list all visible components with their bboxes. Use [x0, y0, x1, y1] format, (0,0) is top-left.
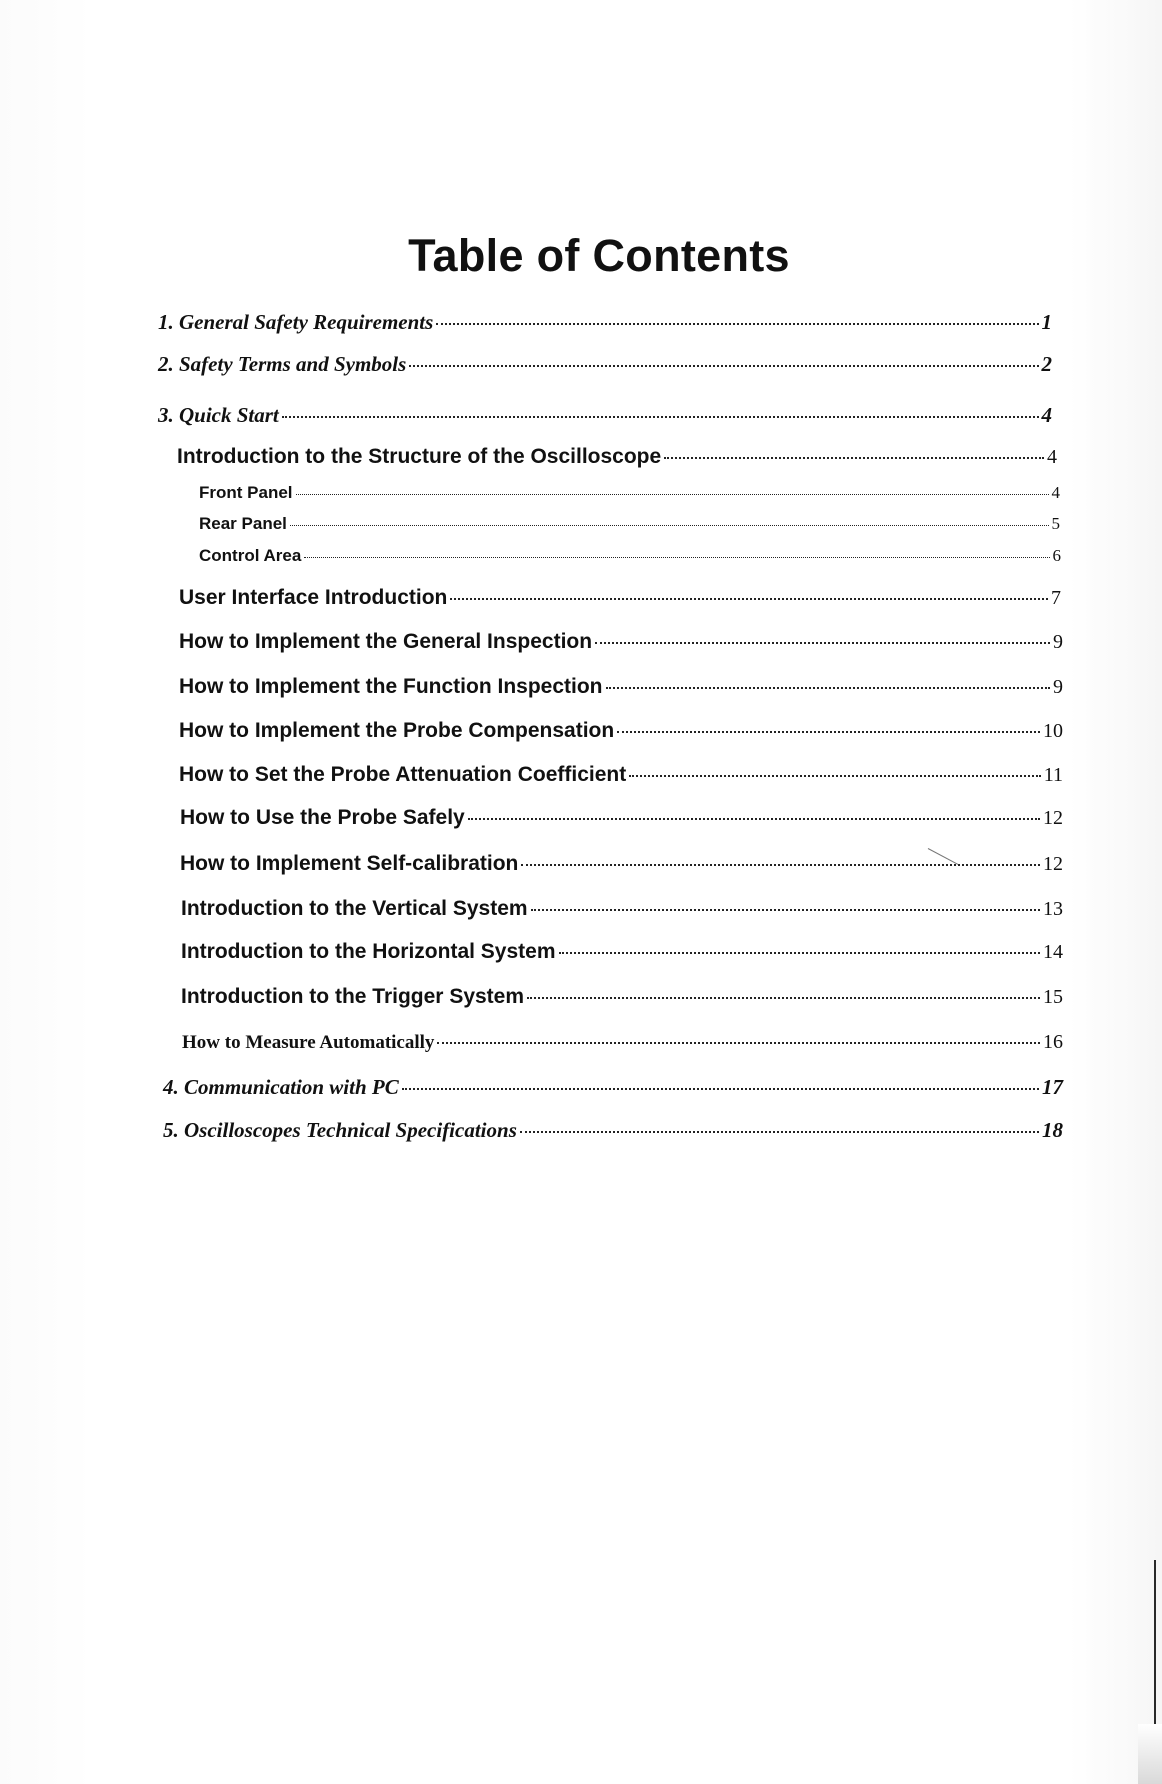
toc-entry-label: Front Panel: [199, 483, 293, 502]
dot-leader: [436, 323, 1038, 325]
page-corner-shadow: [1138, 1724, 1162, 1784]
toc-entry-communication-pc[interactable]: [163, 1075, 1063, 1100]
toc-entry-page: 15: [1043, 986, 1063, 1008]
toc-entry-label: 2. Safety Terms and Symbols: [158, 352, 407, 376]
toc-entry-function-inspection[interactable]: [179, 675, 1063, 699]
toc-entry-page: 1: [1041, 310, 1052, 334]
toc-entry-page: 10: [1043, 720, 1063, 742]
toc-entry-label: Introduction to the Trigger System: [181, 985, 525, 1008]
toc-entry-technical-specifications[interactable]: [163, 1118, 1063, 1143]
toc-entry-label: Introduction to the Horizontal System: [181, 940, 556, 963]
toc-entry-label: How to Implement the Function Inspection: [179, 675, 603, 698]
toc-entry-general-safety[interactable]: [158, 310, 1052, 335]
toc-entry-rear-panel[interactable]: [199, 514, 1060, 534]
toc-entry-page: 7: [1051, 587, 1061, 609]
toc-entry-page: 2: [1041, 352, 1052, 376]
toc-entry-label: Rear Panel: [199, 514, 287, 533]
toc-entry-page: 12: [1043, 807, 1063, 829]
toc-entry-label: 4. Communication with PC: [163, 1075, 399, 1099]
toc-entry-general-inspection[interactable]: [179, 630, 1063, 654]
dot-leader: [531, 909, 1040, 911]
page-title: Table of Contents: [408, 230, 790, 281]
dot-leader: [296, 494, 1049, 495]
toc-entry-label: Introduction to the Vertical System: [181, 897, 528, 920]
dot-leader: [595, 642, 1050, 644]
dot-leader: [664, 457, 1044, 459]
toc-entry-page: 4: [1041, 403, 1052, 427]
toc-entry-page: 4: [1051, 483, 1060, 502]
toc-entry-label: 5. Oscilloscopes Technical Specifications: [163, 1118, 517, 1142]
toc-entry-label: Introduction to the Structure of the Oscilloscope: [177, 445, 662, 468]
toc-entry-label: How to Set the Probe Attenuation Coefficient: [179, 763, 627, 786]
toc-entry-page: 11: [1043, 764, 1063, 786]
toc-entry-probe-attenuation[interactable]: [179, 763, 1063, 787]
toc-entry-page: 14: [1043, 941, 1063, 963]
toc-entry-safety-terms[interactable]: [158, 352, 1052, 377]
dot-leader: [520, 1131, 1039, 1133]
toc-entry-page: 18: [1042, 1118, 1063, 1142]
toc-entry-page: 5: [1051, 514, 1060, 533]
dot-leader: [468, 818, 1040, 820]
toc-entry-vertical-system[interactable]: [181, 897, 1063, 921]
toc-entry-label: 1. General Safety Requirements: [158, 310, 434, 334]
dot-leader: [527, 997, 1040, 999]
toc-entry-label: How to Implement Self-calibration: [180, 852, 519, 875]
dot-leader: [409, 365, 1038, 367]
toc-entry-quick-start[interactable]: [158, 403, 1052, 428]
toc-entry-control-area[interactable]: [199, 546, 1061, 566]
dot-leader: [559, 952, 1040, 954]
toc-entry-self-calibration[interactable]: [180, 852, 1063, 876]
toc-entry-probe-safely[interactable]: [180, 806, 1063, 830]
toc-entry-page: 12: [1043, 853, 1063, 875]
toc-entry-page: 17: [1042, 1075, 1063, 1099]
toc-entry-page: 16: [1043, 1031, 1063, 1053]
dot-leader: [290, 525, 1049, 526]
dot-leader: [450, 598, 1048, 600]
toc-entry-page: 9: [1053, 676, 1063, 698]
toc-entry-label: How to Measure Automatically: [182, 1032, 435, 1053]
toc-entry-page: 6: [1052, 546, 1061, 565]
toc-entry-page: 13: [1043, 898, 1063, 920]
toc-entry-label: How to Use the Probe Safely: [180, 806, 465, 829]
toc-entry-label: User Interface Introduction: [179, 586, 448, 609]
dot-leader: [521, 864, 1040, 866]
toc-entry-structure[interactable]: [177, 445, 1057, 469]
toc-entry-label: How to Implement the Probe Compensation: [179, 719, 615, 742]
toc-entry-page: 9: [1053, 631, 1063, 653]
dot-leader: [402, 1088, 1039, 1090]
dot-leader: [629, 775, 1041, 777]
dot-leader: [304, 557, 1049, 558]
toc-entry-trigger-system[interactable]: [181, 985, 1063, 1009]
toc-entry-label: Control Area: [199, 546, 302, 565]
toc-entry-front-panel[interactable]: [199, 483, 1060, 503]
toc-entry-measure-automatically[interactable]: [182, 1031, 1063, 1054]
toc-entry-label: How to Implement the General Inspection: [179, 630, 593, 653]
toc-entry-label: 3. Quick Start: [158, 403, 279, 427]
toc-entry-page: 4: [1047, 446, 1057, 468]
dot-leader: [606, 687, 1051, 689]
toc-entry-horizontal-system[interactable]: [181, 940, 1063, 964]
dot-leader: [437, 1042, 1040, 1044]
toc-entry-probe-compensation[interactable]: [179, 719, 1063, 743]
dot-leader: [282, 416, 1039, 418]
toc-entry-user-interface[interactable]: [179, 586, 1061, 610]
dot-leader: [617, 731, 1040, 733]
